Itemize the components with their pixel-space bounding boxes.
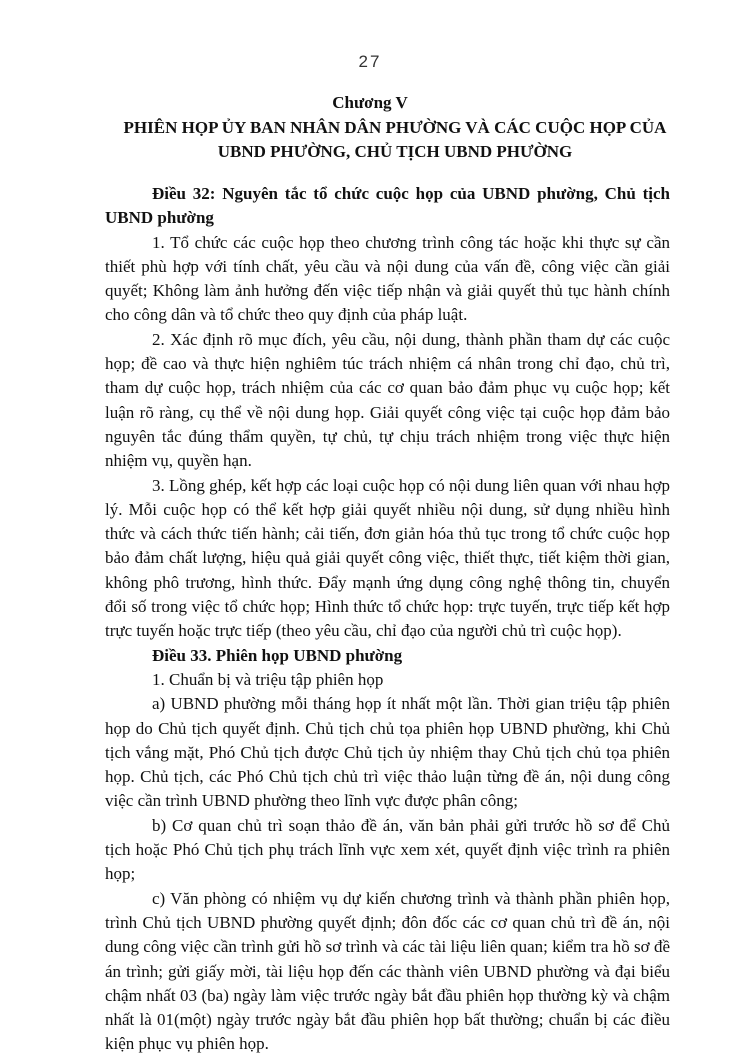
article-32-paragraph-3: 3. Lồng ghép, kết hợp các loại cuộc họp có nội dung liên quan với nhau hợp lý. Mỗi cuộc họp có thể kết hợp giải quyết nhiều nội dung, sử dụng nhiều hình thức và cách thức tiến hành; cải tiến, đơn giản hóa thủ tục trong tổ chức cuộc họp bảo đảm chất lượng, hiệu quả giải quyết công việc, thiết thực, tiết kiệm thời gian, không phô trương, hình thức. Đẩy mạnh ứng dụng công nghệ thông tin, chuyển đổi số trong việc tổ chức họp; Hình thức tổ chức họp: trực tuyến, trực tiếp kết hợp trực tuyến hoặc trực tiếp (theo yêu cầu, chỉ đạo của người chủ trì cuộc họp).	[105, 475, 670, 641]
page-number: 27	[358, 52, 382, 71]
article-33-heading: Điều 33. Phiên họp UBND phường	[152, 645, 403, 665]
chapter-heading: Chương V	[332, 93, 408, 112]
article-32-paragraph-2: 2. Xác định rõ mục đích, yêu cầu, nội dung, thành phần tham dự các cuộc họp; đề cao và thực hiện nghiêm túc trách nhiệm cá nhân trong chỉ đạo, chủ trì, tham dự cuộc họp, trách nhiệm của các cơ quan bảo đảm phục vụ cuộc họp; kết luận rõ ràng, cụ thể về nội dung họp. Giải quyết công việc tại cuộc họp đảm bảo nguyên tắc đúng thẩm quyền, tự chủ, tự chịu trách nhiệm trong việc thực hiện nhiệm vụ, quyền hạn.	[105, 329, 670, 471]
article-33-paragraph-1: 1. Chuẩn bị và triệu tập phiên họp	[152, 669, 384, 689]
article-33-item-b: b) Cơ quan chủ trì soạn thảo đề án, văn bản phải gửi trước hồ sơ để Chủ tịch hoặc Phó Chủ tịch phụ trách lĩnh vực xem xét, quyết định việc trình ra phiên họp;	[105, 815, 670, 884]
document-body	[105, 182, 670, 1057]
article-33-item-a: a) UBND phường mỗi tháng họp ít nhất một lần. Thời gian triệu tập phiên họp do Chủ tịch quyết định. Chủ tịch chủ tọa phiên họp UBND phường, khi Chủ tịch vắng mặt, Phó Chủ tịch được Chủ tịch ủy nhiệm thay Chủ tịch chủ tọa phiên họp. Chủ tịch, các Phó Chủ tịch chủ trì việc thảo luận từng đề án, nội dung công việc cần trình UBND phường theo lĩnh vực được phân công;	[105, 694, 670, 811]
article-32-heading: Điều 32: Nguyên tắc tổ chức cuộc họp của UBND phường, Chủ tịch UBND phường	[105, 184, 670, 228]
article-33-item-c: c) Văn phòng có nhiệm vụ dự kiến chương trình và thành phần phiên họp, trình Chủ tịch UBND phường quyết định; đôn đốc các cơ quan chủ trì đề án, nội dung công việc cần trình gửi hồ sơ trình và các tài liệu liên quan; kiểm tra hồ sơ đề án trình; gửi giấy mời, tài liệu họp đến các thành viên UBND phường và đại biểu chậm nhất 03 (ba) ngày làm việc trước ngày bắt đầu phiên họp thường kỳ và chậm nhất là 01(một) ngày trước ngày bắt đầu phiên họp bất thường; chuẩn bị các điều kiện phục vụ phiên họp.	[105, 888, 670, 1054]
article-32-paragraph-1: 1. Tổ chức các cuộc họp theo chương trình công tác hoặc khi thực sự cần thiết phù hợp với tính chất, yêu cầu và nội dung của vấn đề, công việc cần giải quyết; Không làm ảnh hưởng đến việc tiếp nhận và giải quyết thủ tục hành chính cho công dân và tổ chức theo quy định của pháp luật.	[105, 232, 670, 325]
chapter-title: PHIÊN HỌP ỦY BAN NHÂN DÂN PHƯỜNG VÀ CÁC CUỘC HỌP CỦA UBND PHƯỜNG, CHỦ TỊCH UBND PHƯỜNG	[123, 118, 667, 161]
